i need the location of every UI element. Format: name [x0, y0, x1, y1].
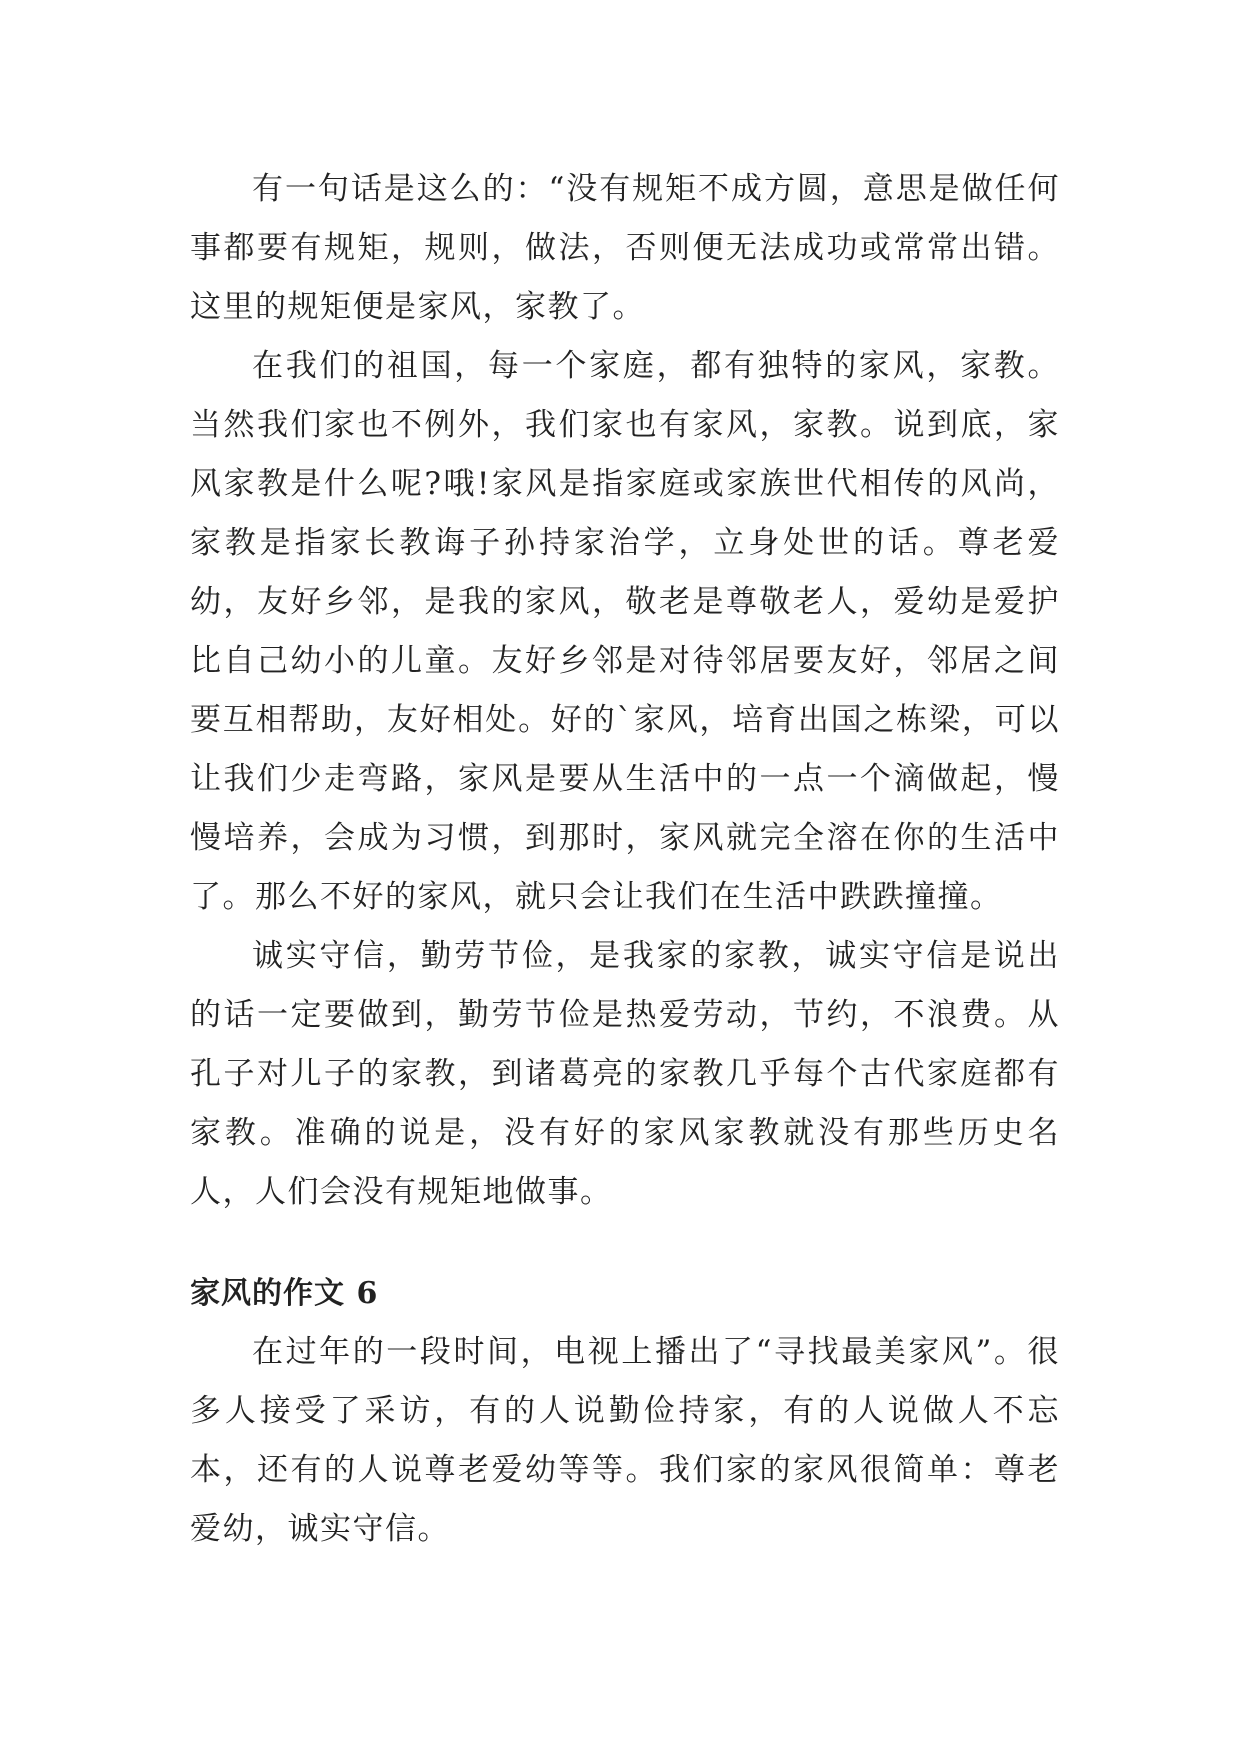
- document-page: [190, 160, 1060, 1559]
- paragraph: 诚实守信，勤劳节俭，是我家的家教，诚实守信是说出的话一定要做到，勤劳节俭是热爱劳动，节约，不浪费。从孔子对儿子的家教，到诸葛亮的家教几乎每个古代家庭都有家教。准确的说是，没有好的家风家教就没有那些历史名人，人们会没有规矩地做事。: [190, 938, 1060, 1210]
- paragraph: 有一句话是这么的：“没有规矩不成方圆，意思是做任何事都要有规矩，规则，做法，否则便无法成功或常常出错。这里的规矩便是家风，家教了。: [190, 171, 1060, 325]
- paragraph: 在过年的一段时间，电视上播出了“寻找最美家风”。很多人接受了采访，有的人说勤俭持家，有的人说做人不忘本，还有的人说尊老爱幼等等。我们家的家风很简单：尊老爱幼，诚实守信。: [190, 1334, 1060, 1547]
- section-heading: 家风的作文 6: [190, 1276, 379, 1311]
- paragraph: 在我们的祖国，每一个家庭，都有独特的家风，家教。当然我们家也不例外，我们家也有家风，家教。说到底，家风家教是什么呢?哦!家风是指家庭或家族世代相传的风尚，家教是指家长教诲子孙持家治学，立身处世的话。尊老爱幼，友好乡邻，是我的家风，敬老是尊敬老人，爱幼是爱护比自己幼小的儿童。友好乡邻是对待邻居要友好，邻居之间要互相帮助，友好相处。好的`家风，培育出国之栋梁，可以让我们少走弯路，家风是要从生活中的一点一个滴做起，慢慢培养，会成为习惯，到那时，家风就完全溶在你的生活中了。那么不好的家风，就只会让我们在生活中跌跌撞撞。: [190, 348, 1060, 915]
